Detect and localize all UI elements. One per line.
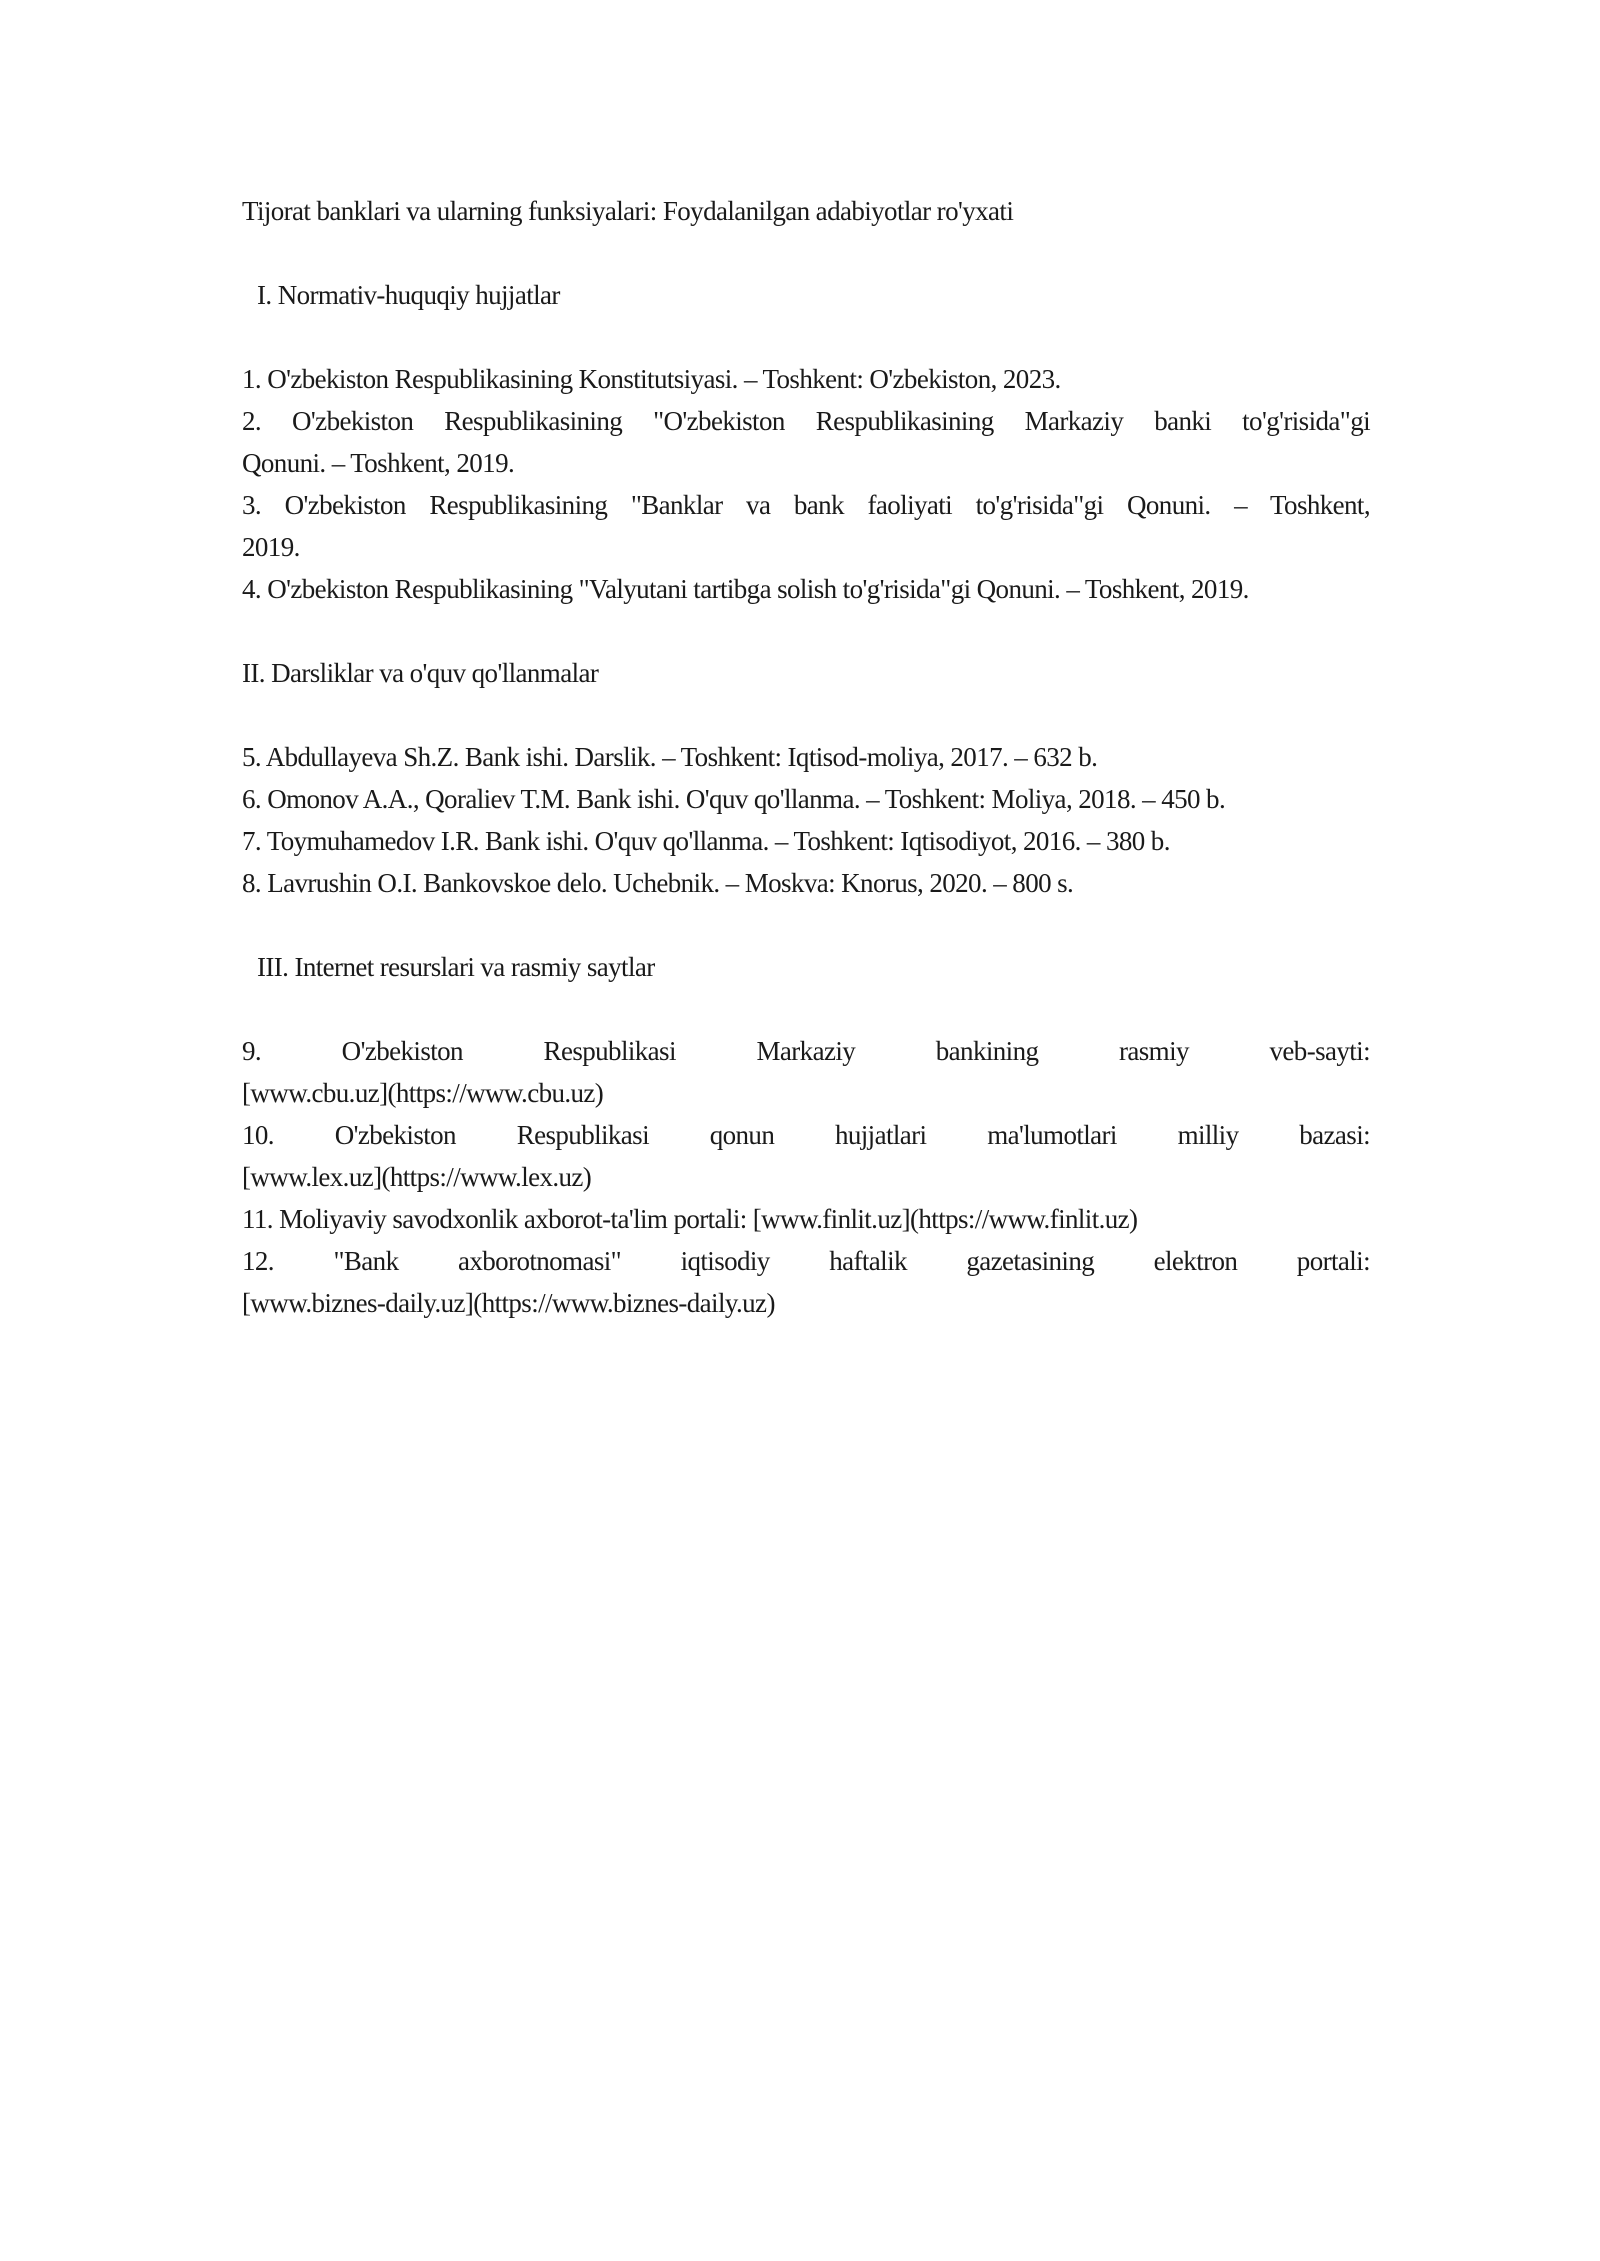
reference-item: 8. Lavrushin O.I. Bankovskoe delo. Uchebnik. – Moskva: Knorus, 2020. – 800 s. <box>242 868 1074 898</box>
reference-list-textbooks <box>242 736 1370 904</box>
reference-link: [www.lex.uz](https://www.lex.uz) <box>242 1162 592 1192</box>
reference-item: 11. Moliyaviy savodxonlik axborot-ta'lim portali: [www.finlit.uz](https://www.finlit.uz) <box>242 1204 1138 1234</box>
section-heading-textbooks: II. Darsliklar va o'quv qo'llanmalar <box>242 658 599 688</box>
reference-line: 10. O'zbekiston Respublikasi qonun hujjatlari ma'lumotlari milliy bazasi: <box>242 1120 1370 1150</box>
reference-item: 6. Omonov A.A., Qoraliev T.M. Bank ishi. O'quv qo'llanma. – Toshkent: Moliya, 2018. – 450 b. <box>242 784 1226 814</box>
reference-link: [www.cbu.uz](https://www.cbu.uz) <box>242 1078 604 1108</box>
reference-item <box>242 1030 1370 1114</box>
reference-line: 12. "Bank axborotnomasi" iqtisodiy haftalik gazetasining elektron portali: <box>242 1246 1370 1276</box>
section-heading-normative: I. Normativ-huquqiy hujjatlar <box>257 280 560 310</box>
reference-item <box>242 1240 1370 1324</box>
reference-item: 7. Toymuhamedov I.R. Bank ishi. O'quv qo'llanma. – Toshkent: Iqtisodiyot, 2016. – 380 b. <box>242 826 1170 856</box>
reference-item <box>242 484 1370 568</box>
reference-line: 2019. <box>242 532 300 562</box>
reference-item <box>242 1114 1370 1198</box>
reference-list-internet <box>242 1030 1370 1324</box>
reference-line: 3. O'zbekiston Respublikasining "Banklar va bank faoliyati to'g'risida"gi Qonuni. – Toshkent, <box>242 490 1370 520</box>
reference-line: 2. O'zbekiston Respublikasining "O'zbekiston Respublikasining Markaziy banki to'g'risida"gi <box>242 406 1370 436</box>
reference-item: 5. Abdullayeva Sh.Z. Bank ishi. Darslik. – Toshkent: Iqtisod-moliya, 2017. – 632 b. <box>242 742 1098 772</box>
document-title: Tijorat banklari va ularning funksiyalari: Foydalanilgan adabiyotlar ro'yxati <box>242 196 1014 226</box>
reference-list-normative <box>242 358 1370 610</box>
document-page <box>242 190 1370 1324</box>
reference-link: [www.biznes-daily.uz](https://www.biznes-daily.uz) <box>242 1288 775 1318</box>
reference-line: 9. O'zbekiston Respublikasi Markaziy bankining rasmiy veb-sayti: <box>242 1036 1370 1066</box>
reference-item: 1. O'zbekiston Respublikasining Konstitutsiyasi. – Toshkent: O'zbekiston, 2023. <box>242 364 1061 394</box>
reference-item: 4. O'zbekiston Respublikasining "Valyutani tartibga solish to'g'risida"gi Qonuni. – Toshkent, 2019. <box>242 574 1249 604</box>
reference-item <box>242 400 1370 484</box>
reference-line: Qonuni. – Toshkent, 2019. <box>242 448 515 478</box>
section-heading-internet: III. Internet resurslari va rasmiy saytlar <box>257 952 655 982</box>
